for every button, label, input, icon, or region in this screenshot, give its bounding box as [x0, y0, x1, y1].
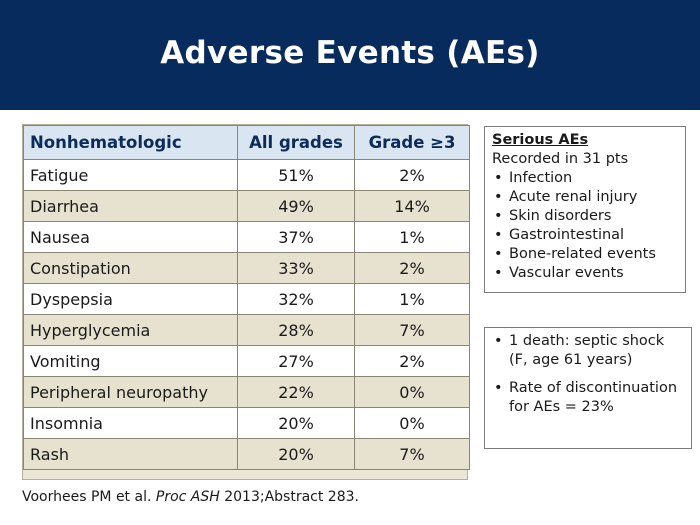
all-grades-cell: 20% — [238, 408, 355, 439]
table-row — [24, 377, 470, 408]
citation-journal: Proc ASH — [155, 489, 220, 505]
notes-box — [484, 327, 692, 449]
ae-name-cell: Rash — [24, 439, 238, 470]
grade-3-cell: 7% — [355, 315, 470, 346]
serious-aes-list — [492, 169, 678, 283]
all-grades-cell: 28% — [238, 315, 355, 346]
table-row — [24, 222, 470, 253]
grade-3-cell: 1% — [355, 284, 470, 315]
grade-3-cell: 2% — [355, 160, 470, 191]
all-grades-cell: 32% — [238, 284, 355, 315]
list-item: • Rate of discontinuation for AEs = 23% — [492, 379, 684, 417]
grade-3-cell: 7% — [355, 439, 470, 470]
serious-aes-title: Serious AEs — [492, 132, 589, 148]
all-grades-cell: 20% — [238, 439, 355, 470]
list-item: • Skin disorders — [492, 207, 678, 226]
table-row — [24, 439, 470, 470]
adverse-events-table — [23, 125, 470, 470]
column-header-all-grades: All grades — [238, 126, 355, 160]
adverse-events-table-panel — [22, 124, 468, 480]
ae-name-cell: Constipation — [24, 253, 238, 284]
citation-detail: 2013;Abstract 283. — [224, 489, 359, 505]
list-item: • Acute renal injury — [492, 188, 678, 207]
grade-3-cell: 2% — [355, 346, 470, 377]
grade-3-cell: 1% — [355, 222, 470, 253]
all-grades-cell: 49% — [238, 191, 355, 222]
ae-name-cell: Nausea — [24, 222, 238, 253]
ae-name-cell: Diarrhea — [24, 191, 238, 222]
grade-3-cell: 14% — [355, 191, 470, 222]
ae-name-cell: Dyspepsia — [24, 284, 238, 315]
list-item: • Vascular events — [492, 264, 678, 283]
notes-list — [492, 332, 684, 417]
citation — [22, 489, 359, 505]
table-row — [24, 346, 470, 377]
all-grades-cell: 37% — [238, 222, 355, 253]
grade-3-cell: 2% — [355, 253, 470, 284]
grade-3-cell: 0% — [355, 408, 470, 439]
table-row — [24, 253, 470, 284]
all-grades-cell: 22% — [238, 377, 355, 408]
slide-header — [0, 0, 700, 110]
list-item: • Bone-related events — [492, 245, 678, 264]
all-grades-cell: 27% — [238, 346, 355, 377]
table-row — [24, 191, 470, 222]
all-grades-cell: 51% — [238, 160, 355, 191]
grade-3-cell: 0% — [355, 377, 470, 408]
table-row — [24, 160, 470, 191]
list-item: • Infection — [492, 169, 678, 188]
table-row — [24, 315, 470, 346]
ae-name-cell: Fatigue — [24, 160, 238, 191]
ae-name-cell: Insomnia — [24, 408, 238, 439]
column-header-nonhematologic: Nonhematologic — [24, 126, 238, 160]
citation-authors: Voorhees PM et al. — [22, 489, 152, 505]
slide-title: Adverse Events (AEs) — [160, 35, 540, 71]
list-item: • 1 death: septic shock (F, age 61 years) — [492, 332, 684, 370]
all-grades-cell: 33% — [238, 253, 355, 284]
table-row — [24, 284, 470, 315]
table-row — [24, 408, 470, 439]
table-header-row — [24, 126, 470, 160]
ae-name-cell: Peripheral neuropathy — [24, 377, 238, 408]
column-header-grade-3: Grade ≥3 — [355, 126, 470, 160]
ae-name-cell: Hyperglycemia — [24, 315, 238, 346]
serious-aes-subtitle: Recorded in 31 pts — [492, 151, 629, 167]
ae-name-cell: Vomiting — [24, 346, 238, 377]
serious-aes-box — [484, 126, 686, 293]
list-item: • Gastrointestinal — [492, 226, 678, 245]
